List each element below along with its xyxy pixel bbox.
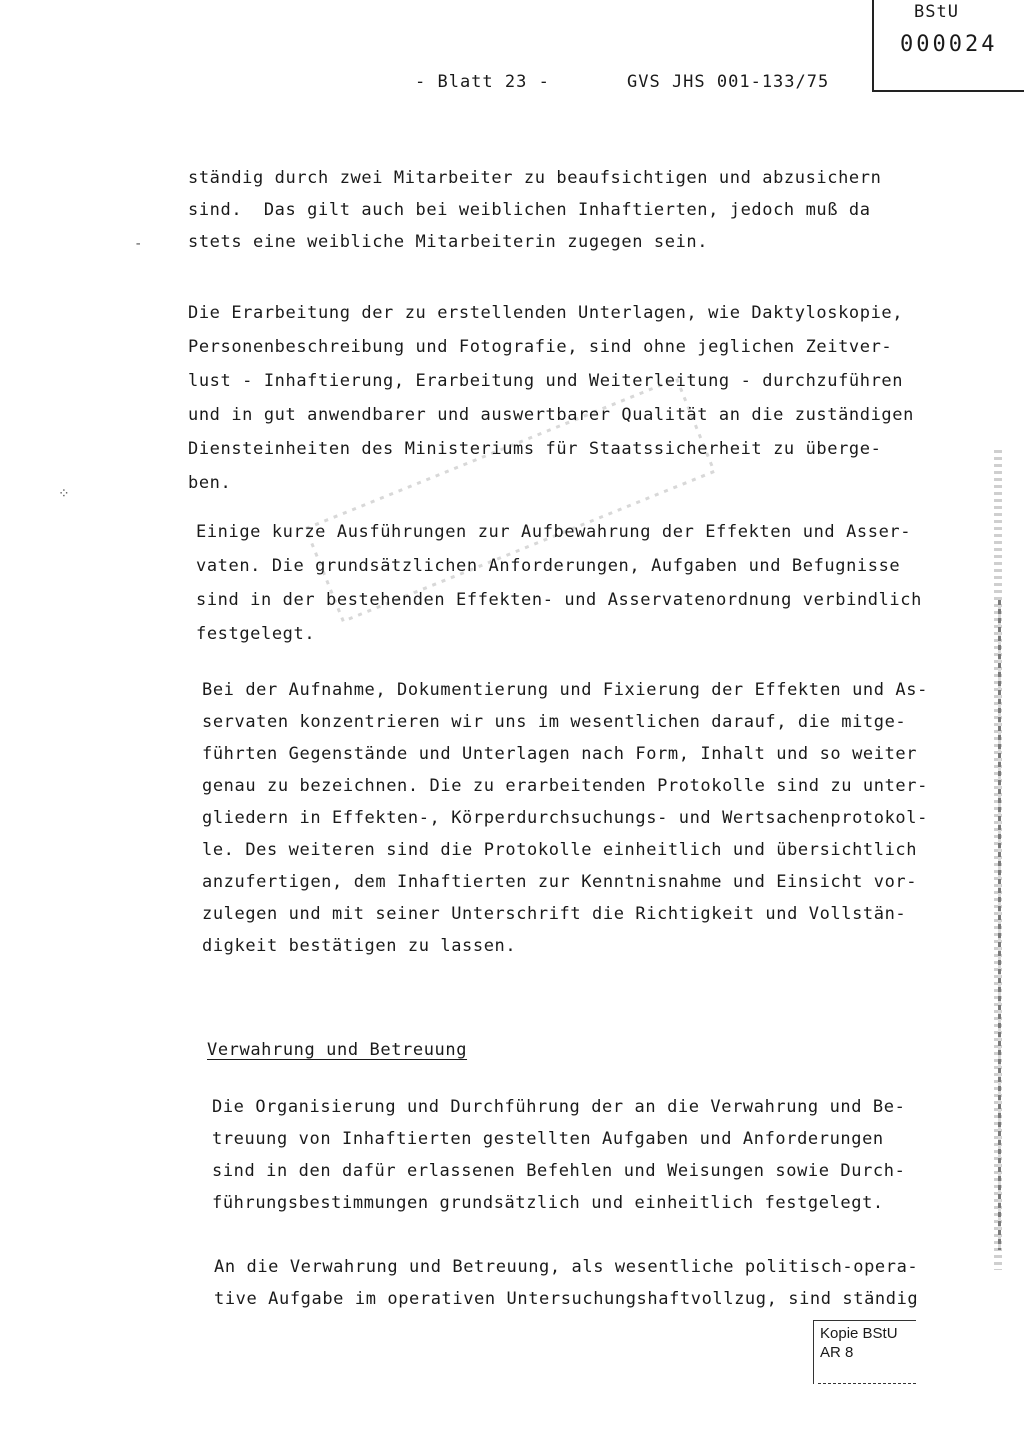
copy-stamp xyxy=(813,1320,916,1384)
text-line: Bei der Aufnahme, Dokumentierung und Fixierung der Effekten und As- xyxy=(202,680,928,700)
text-line: Diensteinheiten des Ministeriums für Staatssicherheit zu überge- xyxy=(188,439,882,459)
text-line: ben. xyxy=(188,473,232,493)
text-line: ständig durch zwei Mitarbeiter zu beaufsichtigen und abzusichern xyxy=(188,168,882,188)
paragraph-2 xyxy=(188,303,928,493)
text-line: lust - Inhaftierung, Erarbeitung und Weiterleitung - durchzuführen xyxy=(188,371,904,391)
sheet-number: - Blatt 23 - xyxy=(415,72,550,92)
copy-stamp-line1: Kopie BStU xyxy=(820,1325,898,1342)
archive-stamp-org: BStU xyxy=(914,2,959,22)
paragraph-3 xyxy=(196,522,936,644)
text-line: zulegen und mit seiner Unterschrift die Richtigkeit und Vollstän- xyxy=(202,904,907,924)
text-line: sind in den dafür erlassenen Befehlen und Weisungen sowie Durch- xyxy=(212,1161,906,1181)
text-line: und in gut anwendbarer und auswertbarer Qualität an die zuständigen xyxy=(188,405,914,425)
text-line: sind in der bestehenden Effekten- und Asservatenordnung verbindlich xyxy=(196,590,922,610)
copy-stamp-rule xyxy=(818,1383,916,1384)
text-line: Einige kurze Ausführungen zur Aufbewahrung der Effekten und Asser- xyxy=(196,522,912,542)
archive-stamp xyxy=(872,0,1024,92)
text-line: vaten. Die grundsätzlichen Anforderungen, Aufgaben und Befugnisse xyxy=(196,556,901,576)
copy-stamp-line2: AR 8 xyxy=(820,1344,854,1361)
text-line: An die Verwahrung und Betreuung, als wesentliche politisch-opera- xyxy=(214,1257,919,1277)
text-line: Die Erarbeitung der zu erstellenden Unterlagen, wie Daktyloskopie, xyxy=(188,303,904,323)
text-line: servaten konzentrieren wir uns im wesentlichen darauf, die mitge- xyxy=(202,712,907,732)
text-line: treuung von Inhaftierten gestellten Aufgaben und Anforderungen xyxy=(212,1129,884,1149)
text-line: anzufertigen, dem Inhaftierten zur Kenntnisnahme und Einsicht vor- xyxy=(202,872,918,892)
scan-edge-artifact-dark xyxy=(998,600,1001,1250)
document-reference: GVS JHS 001-133/75 xyxy=(627,72,830,92)
text-line: digkeit bestätigen zu lassen. xyxy=(202,936,517,956)
text-line: gliedern in Effekten-, Körperdurchsuchungs- und Wertsachenprotokol- xyxy=(202,808,928,828)
text-line: le. Des weiteren sind die Protokolle einheitlich und übersichtlich xyxy=(202,840,918,860)
text-line: stets eine weibliche Mitarbeiterin zugegen sein. xyxy=(188,232,709,252)
paragraph-4 xyxy=(202,680,942,956)
archive-stamp-number: 000024 xyxy=(900,32,998,57)
paragraph-6 xyxy=(214,1257,954,1309)
text-line: festgelegt. xyxy=(196,624,316,644)
text-line: Personenbeschreibung und Fotografie, sind ohne jeglichen Zeitver- xyxy=(188,337,893,357)
section-heading: Verwahrung und Betreuung xyxy=(207,1040,468,1060)
margin-mark: - xyxy=(134,236,143,252)
text-line: sind. Das gilt auch bei weiblichen Inhaftierten, jedoch muß da xyxy=(188,200,871,220)
margin-mark: ⁘ xyxy=(58,486,70,502)
paragraph-5 xyxy=(212,1097,952,1213)
text-line: Die Organisierung und Durchführung der an die Verwahrung und Be- xyxy=(212,1097,906,1117)
text-line: tive Aufgabe im operativen Untersuchungshaftvollzug, sind ständig xyxy=(214,1289,919,1309)
text-line: führten Gegenstände und Unterlagen nach Form, Inhalt und so weiter xyxy=(202,744,918,764)
text-line: genau zu bezeichnen. Die zu erarbeitenden Protokolle sind zu unter- xyxy=(202,776,928,796)
paragraph-1 xyxy=(188,168,928,252)
text-line: führungsbestimmungen grundsätzlich und einheitlich festgelegt. xyxy=(212,1193,884,1213)
